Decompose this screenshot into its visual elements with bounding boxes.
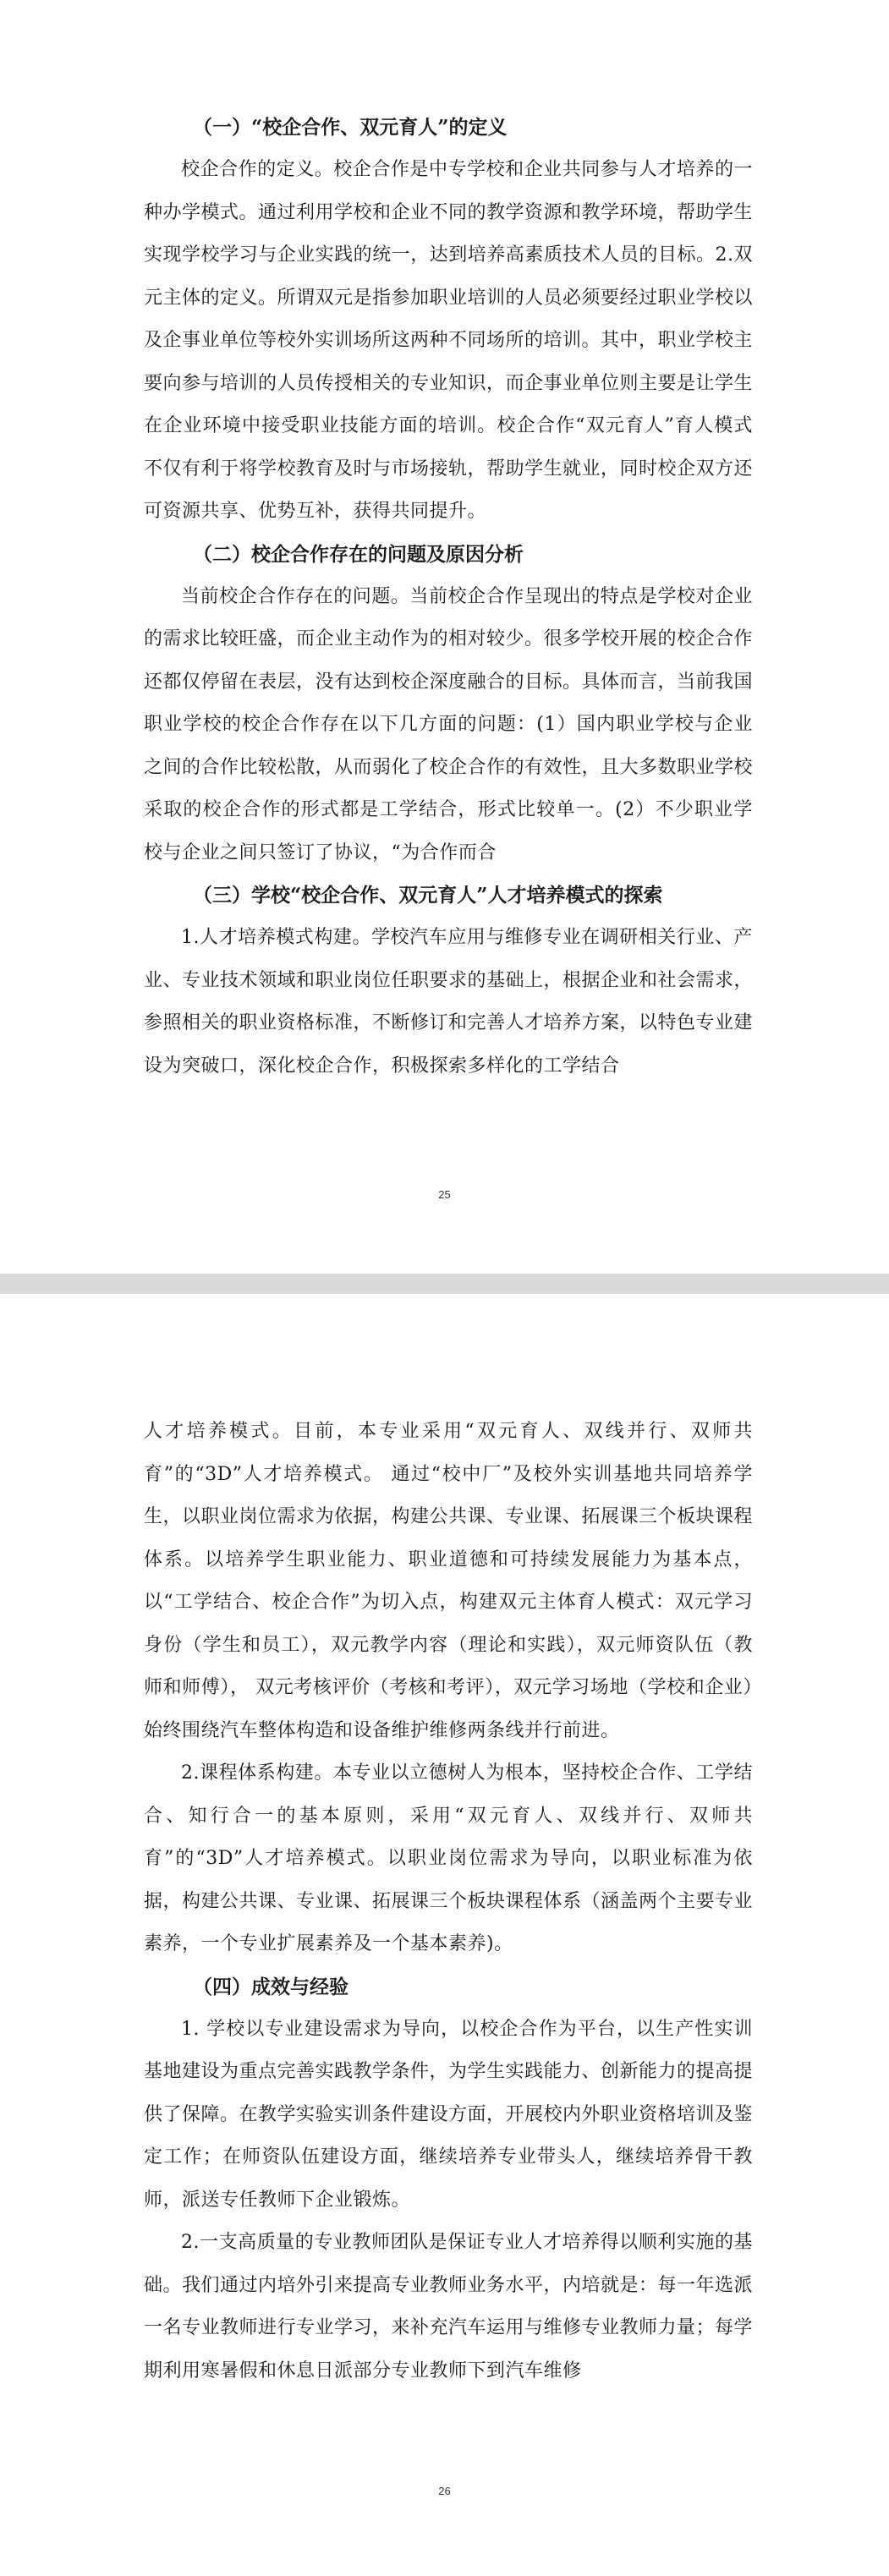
- page-1-body: [144, 107, 753, 1088]
- page-number: 26: [438, 2485, 451, 2497]
- section-heading-problems: （二）校企合作存在的问题及原因分析: [193, 542, 524, 566]
- paragraph-results-1: 1. 学校以专业建设需求为导向，以校企合作为平台，以生产性实训基地建设为重点完善实践教学条件，为学生实践能力、创新能力的提高提供了保障。在教学实验实训条件建设方面，开展校内外职业资格培训及鉴定工作；在师资队伍建设方面，继续培养专业带头人，继续培养骨干教师，派送专任教师下企业锻炼。: [144, 2018, 754, 2211]
- paragraph-problems: 当前校企合作存在的问题。当前校企合作呈现出的特点是学校对企业的需求比较旺盛，而企业主动作为的相对较少。很多学校开展的校企合作还都仅停留在表层，没有达到校企深度融合的目标。具体而言，当前我国职业学校的校企合作存在以下几方面的问题：(1）国内职业学校与企业之间的合作比较松散，从而弱化了校企合作的有效性，且大多数职业学校采取的校企合作的形式都是工学结合，形式比较单一。(2）不少职业学校与企业之间只签订了协议，“为合作而合: [144, 585, 754, 863]
- page-separator: [0, 1274, 889, 1294]
- document-page-1: [0, 0, 889, 1274]
- paragraph-model-continued: 人才培养模式。目前，本专业采用“双元育人、双线并行、双师共育”的“3D”人才培养模式。 通过“校中厂”及校外实训基地共同培养学生，以职业岗位需求为依据，构建公共课、专业课、拓展课三个板块课程体系。以培养学生职业能力、职业道德和可持续发展能力为基本点，以“工学结合、校企合作”为切入点，构建双元主体育人模式：双元学习身份（学生和员工），双元教学内容（理论和实践），双元师资队伍（教师和师傅）， 双元考核评价（考核和考评），双元学习场地（学校和企业）始终围绕汽车整体构造和设备维护维修两条线并行前进。: [144, 1421, 754, 1741]
- document-page-2: [0, 1294, 889, 2576]
- paragraph-curriculum: 2.课程体系构建。本专业以立德树人为根本，坚持校企合作、工学结合、知行合一的基本原则，采用“双元育人、双线并行、双师共育”的“3D”人才培养模式。以职业岗位需求为导向，以职业标准为依据，构建公共课、专业课、拓展课三个板块课程体系（涵盖两个主要专业素养，一个专业扩展素养及一个基本素养)。: [144, 1762, 754, 1954]
- page-2-body: [144, 1411, 753, 2392]
- paragraph-definition: 校企合作的定义。校企合作是中专学校和企业共同参与人才培养的一种办学模式。通过利用学校和企业不同的教学资源和教学环境，帮助学生实现学校学习与企业实践的统一，达到培养高素质技术人员的目标。2.双元主体的定义。所谓双元是指参加职业培训的人员必须要经过职业学校以及企事业单位等校外实训场所这两种不同场所的培训。其中，职业学校主要向参与培训的人员传授相关的专业知识，而企事业单位则主要是让学生在企业环境中接受职业技能方面的培训。校企合作“双元育人”育人模式不仅有利于将学校教育及时与市场接轨，帮助学生就业，同时校企双方还可资源共享、优势互补，获得共同提升。: [144, 159, 754, 522]
- section-heading-definition: （一）“校企合作、双元育人”的定义: [193, 116, 508, 139]
- paragraph-model-construction: 1.人才培养模式构建。学校汽车应用与维修专业在调研相关行业、产业、专业技术领域和职业岗位任职要求的基础上，根据企业和社会需求，参照相关的职业资格标准，不断修订和完善人才培养方案，以特色专业建设为突破口，深化校企合作，积极探索多样化的工学结合: [144, 927, 754, 1077]
- section-heading-exploration: （三）学校“校企合作、双元育人”人才培养模式的探索: [193, 884, 663, 907]
- page-number: 25: [438, 1188, 451, 1201]
- paragraph-results-2: 2.一支高质量的专业教师团队是保证专业人才培养得以顺利实施的基础。我们通过内培外引来提高专业教师业务水平，内培就是：每一年选派一名专业教师进行专业学习，来补充汽车运用与维修专业教师力量；每学期利用寒暑假和休息日派部分专业教师下到汽车维修: [144, 2232, 754, 2381]
- section-heading-results: （四）成效与经验: [193, 1975, 348, 1998]
